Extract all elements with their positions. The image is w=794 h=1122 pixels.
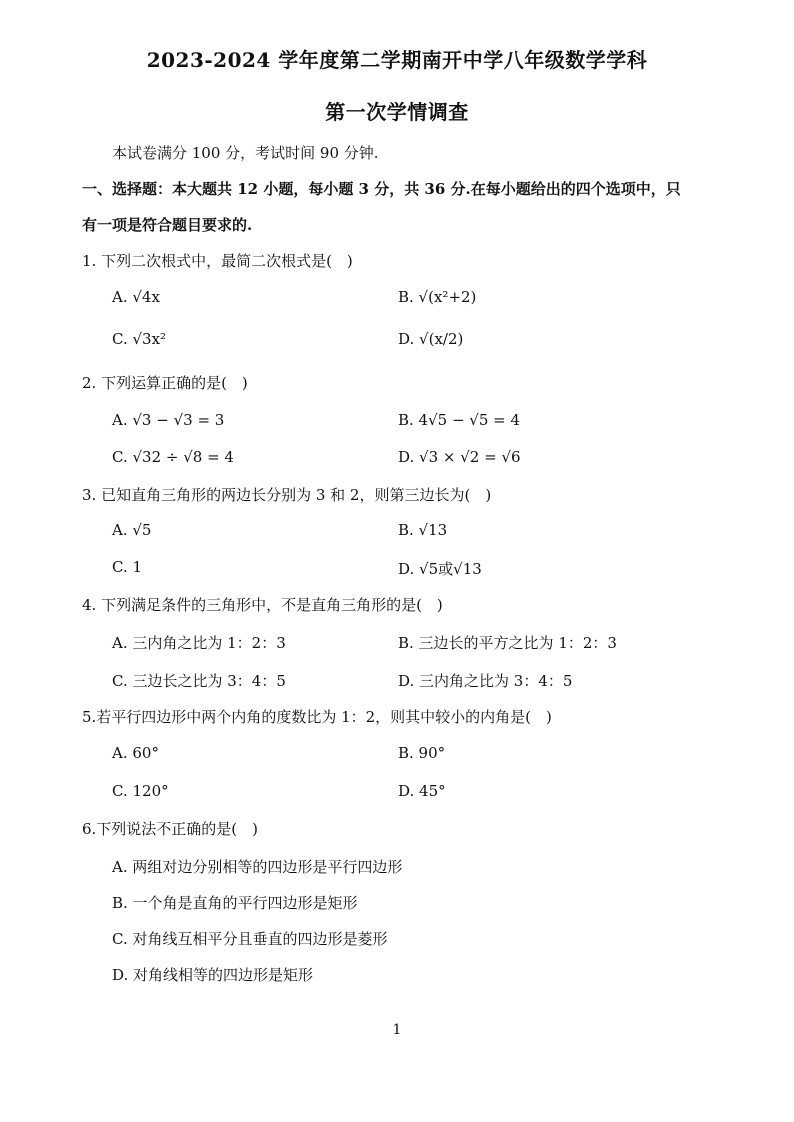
question-5-option-d: D. 45°: [398, 782, 446, 800]
question-6-option-a: A. 两组对边分别相等的四边形是平行四边形: [112, 858, 403, 876]
question-1-option-d: D. √(x/2): [398, 330, 464, 348]
question-2-option-d: D. √3 × √2 = √6: [398, 448, 521, 466]
question-3-option-b: B. √13: [398, 521, 448, 539]
question-3-option-a: A. √5: [112, 521, 152, 539]
exam-title: 2023-2024 学年度第二学期南开中学八年级数学学科: [146, 48, 648, 72]
question-1-option-a: A. √4x: [112, 288, 160, 306]
question-6-stem: 6.下列说法不正确的是( ): [82, 820, 259, 838]
question-3-option-d: D. √5或√13: [398, 560, 482, 578]
question-4-option-a: A. 三内角之比为 1：2：3: [112, 634, 286, 652]
question-4-option-d: D. 三内角之比为 3：4：5: [398, 672, 573, 690]
question-3-stem: 3. 已知直角三角形的两边长分别为 3 和 2，则第三边长为( ): [82, 486, 492, 504]
question-5-option-c: C. 120°: [112, 782, 169, 800]
question-1-option-c: C. √3x²: [112, 330, 167, 348]
section-intro-line2: 有一项是符合题目要求的.: [82, 216, 253, 234]
question-2-option-a: A. √3 − √3 = 3: [112, 411, 225, 429]
question-2-stem: 2. 下列运算正确的是( ): [82, 374, 248, 392]
question-6-option-b: B. 一个角是直角的平行四边形是矩形: [112, 894, 358, 912]
question-3-option-c: C. 1: [112, 558, 143, 576]
question-5-stem: 5.若平行四边形中两个内角的度数比为 1：2，则其中较小的内角是( ): [82, 708, 552, 726]
question-4-stem: 4. 下列满足条件的三角形中，不是直角三角形的是( ): [82, 596, 443, 614]
question-1-option-b: B. √(x²+2): [398, 288, 477, 306]
page-number: 1: [392, 1022, 402, 1038]
question-1-stem: 1. 下列二次根式中，最简二次根式是( ): [82, 252, 353, 270]
question-6-option-c: C. 对角线互相平分且垂直的四边形是菱形: [112, 930, 388, 948]
question-5-option-b: B. 90°: [398, 744, 446, 762]
question-4-option-b: B. 三边长的平方之比为 1：2：3: [398, 634, 617, 652]
question-5-option-a: A. 60°: [112, 744, 159, 762]
exam-subtitle: 第一次学情调查: [325, 100, 469, 124]
question-6-option-d: D. 对角线相等的四边形是矩形: [112, 966, 314, 984]
exam-note: 本试卷满分 100 分，考试时间 90 分钟.: [112, 144, 379, 162]
question-2-option-b: B. 4√5 − √5 = 4: [398, 411, 521, 429]
question-2-option-c: C. √32 ÷ √8 = 4: [112, 448, 234, 466]
section-intro-line1: 一、选择题：本大题共 12 小题，每小题 3 分，共 36 分.在每小题给出的四个选项中，只: [82, 180, 681, 198]
question-4-option-c: C. 三边长之比为 3：4：5: [112, 672, 286, 690]
